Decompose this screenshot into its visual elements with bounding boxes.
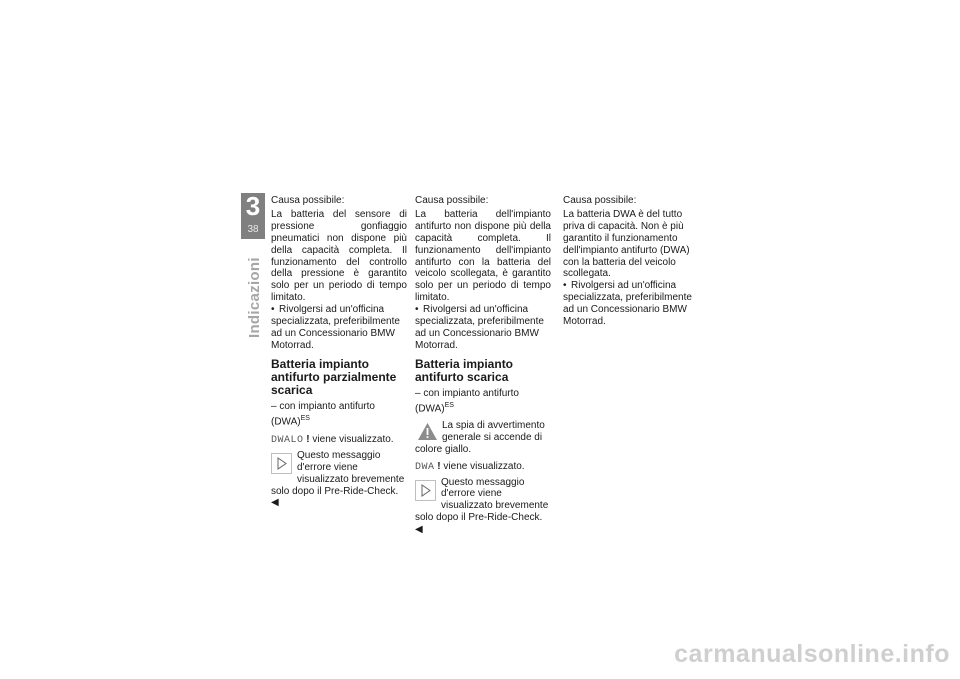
section-heading: Batteria impianto antifurto parzialmente scarica: [271, 356, 397, 397]
note-icon: [415, 480, 436, 501]
display-text: viene visualizzato.: [443, 460, 525, 472]
cause-text: La batteria del sensore di pressione gonfiaggio pneumatici non dispone più della capacità completa. Il funzionamento del controllo della pressione è garantito solo per un periodo di tempo limitato.: [271, 208, 407, 304]
display-text: viene visualizzato.: [312, 433, 394, 445]
end-marker-icon: ◀: [271, 497, 279, 509]
option-line: – con impianto antifurto (DWA)$^{ES}$: [271, 400, 375, 428]
bullet-dot-icon: •: [271, 304, 275, 316]
display-code: DWA: [415, 461, 435, 473]
section-heading: Batteria impianto antifurto scarica: [415, 356, 514, 384]
bullet-text: Rivolgersi ad un'officina specializzata, preferibilmente ad un Concessionario BMW Motorrad.: [415, 304, 544, 351]
bullet-item: [563, 280, 699, 328]
display-code: DWALO: [271, 434, 304, 446]
option-text: con impianto antifurto (DWA): [271, 400, 375, 428]
option-line: – con impianto antifurto (DWA)$^{ES}$: [415, 387, 519, 415]
display-excl: !: [306, 433, 310, 445]
bullet-item: [415, 304, 551, 352]
note-text: Questo messaggio d'errore viene visualizzato brevemente solo dopo il Pre-Ride-Check.: [271, 449, 405, 497]
page-number: 38: [241, 223, 265, 237]
column-2: [415, 195, 551, 536]
option-text: con impianto antifurto (DWA): [415, 387, 519, 415]
bullet-text: Rivolgersi ad un'officina specializzata, preferibilmente ad un Concessionario BMW Motorrad.: [271, 304, 400, 351]
warning-text: La spia di avvertimento generale si accende di colore giallo.: [415, 419, 545, 455]
bullet-item: [271, 304, 407, 352]
chapter-number: 3: [245, 191, 261, 221]
cause-label: Causa possibile:: [415, 195, 489, 206]
bullet-dot-icon: •: [563, 280, 567, 292]
column-1: [271, 195, 407, 509]
note-icon: [271, 453, 292, 474]
warning-triangle-icon: [417, 422, 438, 441]
bullet-dot-icon: •: [415, 304, 419, 316]
watermark: carmanualsonline.info: [674, 640, 950, 668]
note-text: Questo messaggio d'errore viene visualizzato brevemente solo dopo il Pre-Ride-Check.: [415, 476, 549, 524]
bullet-text: Rivolgersi ad un'officina specializzata, preferibilmente ad un Concessionario BMW Motorrad.: [563, 280, 692, 328]
display-line: [271, 434, 407, 447]
option-sup: ES: [300, 414, 310, 422]
display-line: [415, 461, 551, 474]
display-excl: !: [437, 460, 441, 472]
cause-text: La batteria DWA è del tutto priva di capacità. Non è più garantito il funzionamento dell'impianto antifurto (DWA) con la batteria del veicolo scollegata.: [563, 208, 690, 280]
option-sup: ES: [444, 401, 454, 409]
section-title: Indicazioni: [246, 257, 263, 338]
cause-label: Causa possibile:: [271, 195, 345, 206]
cause-text: La batteria dell'impianto antifurto non dispone più della capacità completa. Il funzionamento dell'impianto antifurto con la batteria del veicolo scollegata, è garantito solo per un periodo di tempo limitato.: [415, 208, 551, 304]
column-3: [563, 195, 699, 328]
cause-label: Causa possibile:: [563, 195, 637, 206]
end-marker-icon: ◀: [415, 524, 423, 536]
